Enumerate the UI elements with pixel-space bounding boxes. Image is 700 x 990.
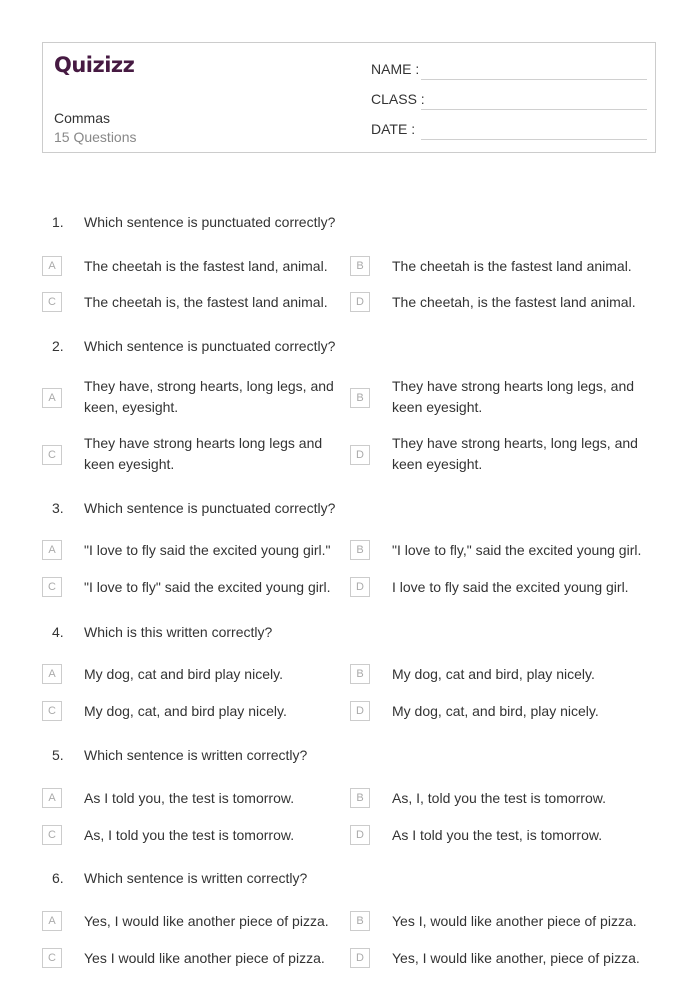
name-field[interactable] (371, 61, 647, 81)
option-letter-box: B (350, 540, 370, 560)
option-letter-box: C (42, 825, 62, 845)
question-text: Which sentence is punctuated correctly? (84, 214, 336, 230)
class-label: CLASS : (371, 91, 425, 107)
option-letter-box: C (42, 701, 62, 721)
date-field[interactable] (371, 121, 647, 141)
option-text: I love to fly said the excited young girl. (392, 579, 629, 595)
option-text: My dog, cat, and bird play nicely. (84, 703, 287, 719)
option-text: The cheetah is the fastest land, animal. (84, 258, 328, 274)
option-letter-box: D (350, 292, 370, 312)
question-text: Which is this written correctly? (84, 624, 273, 640)
option-text: Yes, I would like another, piece of pizza. (392, 950, 640, 966)
option-text: The cheetah is, the fastest land animal. (84, 294, 328, 310)
option-letter-box: C (42, 948, 62, 968)
option-text: "I love to fly," said the excited young girl. (392, 542, 642, 558)
option-letter-box: D (350, 701, 370, 721)
quizizz-logo: Quizizz (54, 53, 135, 77)
option-letter-box: B (350, 788, 370, 808)
option-letter-box: A (42, 664, 62, 684)
question-text: Which sentence is punctuated correctly? (84, 500, 336, 516)
date-line (421, 139, 647, 140)
option-text: The cheetah is the fastest land animal. (392, 258, 632, 274)
name-line (421, 79, 647, 80)
option-text: They have strong hearts long legs, and keen eyesight. (392, 378, 635, 415)
option-text: As I told you, the test is tomorrow. (84, 790, 295, 806)
option-text: As, I told you the test is tomorrow. (84, 827, 295, 843)
option-text: "I love to fly said the excited young girl." (84, 542, 331, 558)
option-text: Yes, I would like another piece of pizza. (84, 913, 329, 929)
question-number: 2. (52, 338, 64, 354)
option-text: They have strong hearts, long legs, and keen eyesight. (392, 435, 638, 472)
option-text: Yes I, would like another piece of pizza. (392, 913, 637, 929)
worksheet-header (42, 42, 656, 153)
question-text: Which sentence is written correctly? (84, 747, 308, 763)
question-number: 1. (52, 214, 64, 230)
question-text: Which sentence is punctuated correctly? (84, 338, 336, 354)
worksheet-title: Commas (54, 110, 111, 126)
question-text: Which sentence is written correctly? (84, 870, 308, 886)
option-text: "I love to fly" said the excited young girl. (84, 579, 331, 595)
question-number: 3. (52, 500, 64, 516)
option-text: As I told you the test, is tomorrow. (392, 827, 603, 843)
option-text: As, I, told you the test is tomorrow. (392, 790, 606, 806)
question-count: 15 Questions (54, 129, 137, 145)
option-letter-box: A (42, 540, 62, 560)
option-text: The cheetah, is the fastest land animal. (392, 294, 636, 310)
option-text: Yes I would like another piece of pizza. (84, 950, 325, 966)
name-label: NAME : (371, 61, 420, 77)
option-letter-box: B (350, 664, 370, 684)
option-letter-box: D (350, 948, 370, 968)
option-letter-box: D (350, 825, 370, 845)
question-number: 5. (52, 747, 64, 763)
option-letter-box: D (350, 577, 370, 597)
option-text: They have, strong hearts, long legs, and keen, eyesight. (84, 378, 334, 415)
class-line (421, 109, 647, 110)
option-text: They have strong hearts long legs and keen eyesight. (84, 435, 323, 472)
option-letter-box: A (42, 256, 62, 276)
date-label: DATE : (371, 121, 416, 137)
question-number: 6. (52, 870, 64, 886)
option-letter-box: A (42, 911, 62, 931)
option-text: My dog, cat and bird, play nicely. (392, 666, 595, 682)
option-text: My dog, cat, and bird, play nicely. (392, 703, 599, 719)
option-text: My dog, cat and bird play nicely. (84, 666, 283, 682)
option-letter-box: A (42, 388, 62, 408)
question-number: 4. (52, 624, 64, 640)
option-letter-box: C (42, 577, 62, 597)
option-letter-box: D (350, 445, 370, 465)
class-field[interactable] (371, 91, 647, 111)
option-letter-box: B (350, 388, 370, 408)
option-letter-box: A (42, 788, 62, 808)
option-letter-box: B (350, 256, 370, 276)
option-letter-box: C (42, 445, 62, 465)
option-letter-box: B (350, 911, 370, 931)
option-letter-box: C (42, 292, 62, 312)
